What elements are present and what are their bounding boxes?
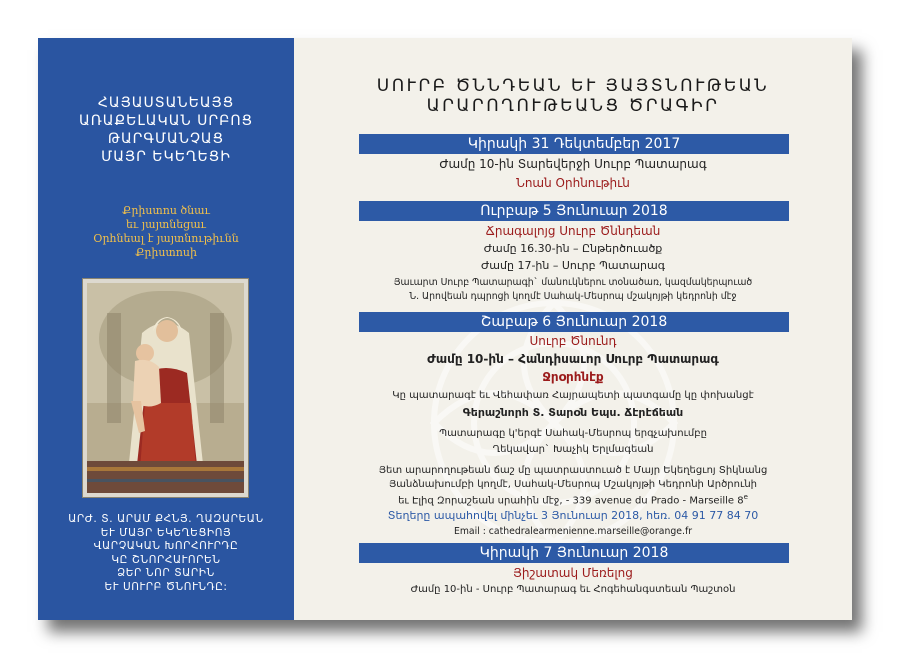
- greeting-line: ԵՒ ՍՈՒՐԲ ԾՆՈՒՆԴԸ:: [104, 580, 228, 593]
- painting-icon: [87, 283, 244, 493]
- greeting-line: ԿԸ ՇՆՈՐՀԱՒՈՐԵՆ: [111, 553, 221, 566]
- greeting-line: ԱՐԺ. Տ. ԱՐԱՄ ՔՀՆՅ. ՂԱԶԱՐԵԱՆ: [68, 513, 264, 525]
- feast-name: Սուրբ Ծնունդ: [529, 334, 617, 348]
- church-name-line: ՀԱՅԱՍՏԱՆԵԱՅՑ: [97, 95, 235, 111]
- event-note: [294, 493, 852, 506]
- verse-line: Քրիստոսի: [135, 246, 197, 259]
- pastor-greeting: [38, 513, 294, 595]
- program-panel: [294, 38, 852, 620]
- date-header-jan7: Կիրակի 7 Յունուար 2018: [359, 543, 789, 563]
- event-line: Նոան Օրհնութիւն: [516, 176, 630, 190]
- program-title: [294, 76, 852, 116]
- verse-line: Քրիստոս ծնաւ: [122, 204, 210, 217]
- event-line: Ժամը 17-ին – Սուրբ Պատարագ: [481, 259, 665, 272]
- greeting-line: ԵՒ ՄԱՅՐ ԵԿԵՂԵՑԻՈՅ: [100, 526, 232, 539]
- event-line: Ժամը 10-ին Տարեվերջի Սուրբ Պատարագ: [439, 157, 707, 171]
- church-name-line: ՄԱՅՐ ԵԿԵՂԵՑԻ: [101, 149, 231, 165]
- superscript: e: [743, 493, 748, 501]
- date-header-jan6: Շաբաթ 6 Յունուար 2018: [359, 312, 789, 332]
- church-name: [38, 94, 294, 166]
- invitation-card: [38, 38, 852, 620]
- event-line: Ջրօրհնէք: [542, 370, 604, 384]
- email-link[interactable]: Email : cathedralearmenienne.marseille@orange.fr: [453, 526, 693, 537]
- verse-line: եւ յայտնեցաւ: [126, 218, 206, 231]
- event-note: Պատարագը կ'երգէ Սահակ-Մեսրոպ երգչախումբը: [439, 428, 707, 439]
- event-note: Յաւարտ Սուրբ Պատարագի` մանուկներու տօնածառ, կազմակերպուած: [393, 277, 753, 288]
- date-header-jan5: Ուրբաթ 5 Յունուար 2018: [359, 201, 789, 221]
- reservation-line: Տեղերը ապահովել մինչեւ 3 Յունուար 2018, հեռ. 04 91 77 84 70: [387, 509, 759, 522]
- event-note: Ն. Արովեան դպրոցի կողմէ Սահակ-Մեսրոպ մշակոյթի կեդրոնի մէջ: [409, 291, 737, 302]
- event-note: Յանձնախումբի կողմէ, Սահակ-Մեսրոպ Մշակոյթի Կեդրոնի Արծրունի: [389, 479, 757, 490]
- nativity-greeting: [38, 204, 294, 260]
- lunch-address: եւ Էլիզ Զորաշեան սրահին մէջ, - 339 avenue du Prado - Marseille 8: [398, 495, 744, 507]
- event-line: Ժամը 10-ին - Սուրբ Պատարագ եւ Հոգեհանգստեան Պաշտօն: [410, 584, 736, 595]
- verse-line: Օրհնեալ է յայտնութիւնն: [93, 232, 239, 245]
- choir-leader: Ղեկավար` Խաչիկ Երլմագեան: [492, 444, 654, 455]
- feast-name: Յիշատակ Մեռելոց: [513, 566, 633, 580]
- title-line: ՍՈՒՐԲ ԾՆՆԴԵԱՆ ԵՒ ՅԱՅՏՆՈՒԹԵԱՆ: [376, 76, 770, 96]
- title-line: ԱՐԱՐՈՂՈՒԹԵԱՆՑ ԾՐԱԳԻՐ: [426, 96, 720, 116]
- event-line: Ժամը 10-ին – Հանդիսաւոր Սուրբ Պատարագ: [427, 352, 719, 366]
- event-note: Կը պատարագէ եւ Վեհափառ Հայրապետի պատգամը կը փոխանցէ: [392, 390, 754, 401]
- church-name-line: ԱՌԱՔԵԼԱԿԱՆ ՍՐԲՈՑ: [78, 113, 254, 129]
- greeting-line: ՎԱՐՉԱԿԱՆ ԽՈՐՀՈՒՐԴԸ: [93, 540, 239, 553]
- event-line: Ժամը 16.30-ին – Ընթերծուածք: [483, 242, 663, 255]
- event-note: Յետ արարողութեան ճաշ մը պատրաստուած է Մայր Եկեղեցւոյ Տիկնանց: [378, 465, 768, 476]
- greeting-line: ՁԵՐ ՆՈՐ ՏԱՐԻՆ: [117, 567, 215, 580]
- madonna-child-painting: [82, 278, 249, 498]
- feast-name: Ճրագալոյց Սուրբ Ծննդեան: [485, 224, 661, 238]
- celebrant-name: Գերաշնորհ Տ. Տարօն Եպս. Ճէրէճեան: [462, 406, 684, 419]
- date-header-dec31: Կիրակի 31 Դեկտեմբեր 2017: [359, 134, 789, 154]
- church-name-line: ԹԱՐԳՄԱՆՉԱՑ: [107, 131, 225, 147]
- left-panel: [38, 38, 294, 620]
